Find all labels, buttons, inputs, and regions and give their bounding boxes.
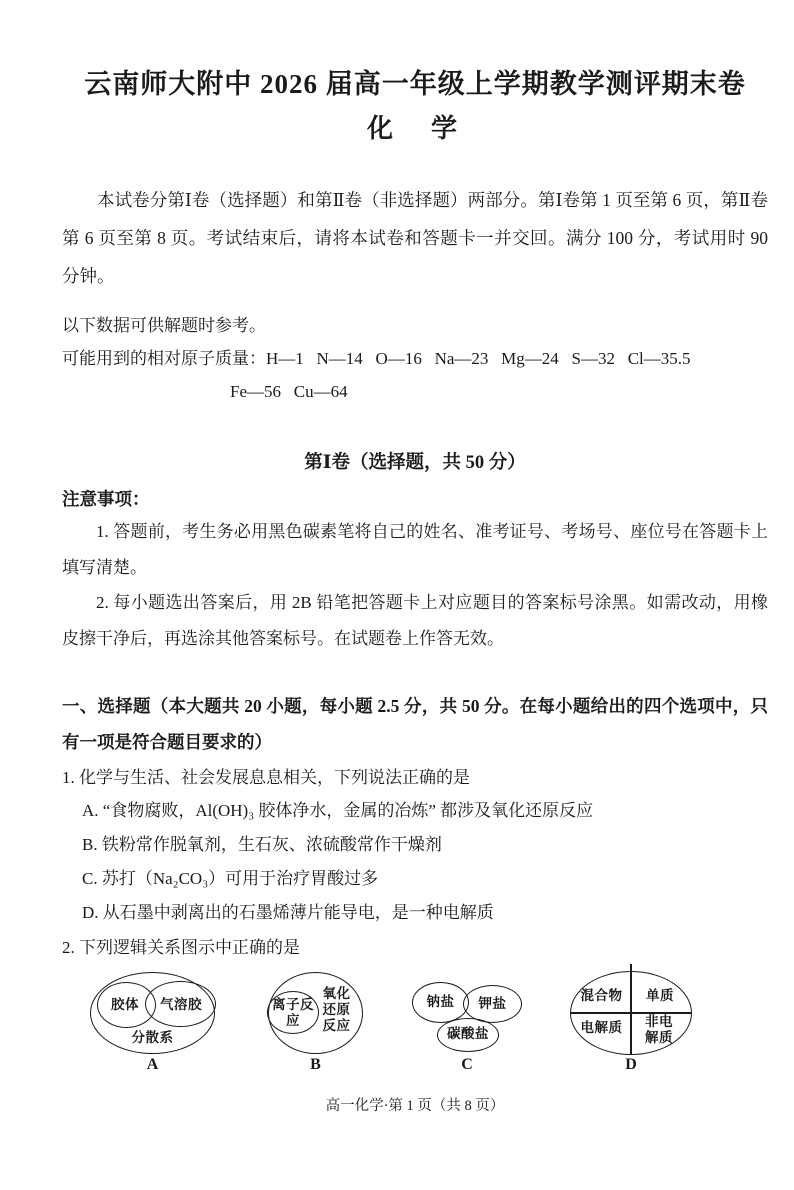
quadrant-d-label-nonelectrolyte: 非电解质	[645, 1014, 673, 1045]
venn-a-right-label: 气溶胶	[160, 997, 202, 1012]
venn-b-outer-label: 氧化还原反应	[322, 986, 351, 1033]
venn-c-left-label: 钠盐	[426, 994, 455, 1009]
atomic-mass-line2: Fe—56 Cu—64	[230, 382, 348, 401]
question-2-number: 2.	[62, 938, 75, 957]
exam-subject: 化 学	[366, 114, 463, 143]
exam-paper-page	[0, 68, 794, 1190]
notice-item-2: 2. 每小题选出答案后，用 2B 铅笔把答题卡上对应题目的答案标号涂黑。如需改动，用橡皮擦干净后，再选涂其他答案标号。在试题卷上作答无效。	[62, 593, 768, 648]
multiple-choice-heading: 一、选择题（本大题共 20 小题，每小题 2.5 分，共 50 分。在每小题给出的四个选项中，只有一项是符合题目要求的）	[62, 696, 768, 752]
question-1-stem	[62, 761, 768, 794]
question-1-option-d: D. 从石墨中剥离出的石墨烯薄片能导电，是一种电解质	[82, 903, 494, 922]
atomic-mass-values: H—1 N—14 O—16 Na—23 Mg—24 S—32 Cl—35.5	[266, 349, 691, 368]
question-1-option-c: C. 苏打（Na₂CO₃）可用于治疗胃酸过多	[82, 869, 379, 888]
venn-a-left-label: 胶体	[111, 997, 139, 1012]
quadrant-d-vertical-line	[630, 964, 632, 1055]
section1-heading: 第Ⅰ卷（选择题，共 50 分）	[304, 453, 526, 473]
atomic-mass-line1	[62, 342, 768, 375]
diagram-c-letter: C	[461, 1056, 473, 1073]
question-1-number: 1.	[62, 768, 75, 787]
venn-c-right-label: 钾盐	[478, 996, 507, 1011]
question-2-diagrams	[0, 964, 794, 1092]
question-2-text: 下列逻辑关系图示中正确的是	[79, 938, 300, 957]
question-2-stem	[62, 931, 768, 964]
exam-intro-paragraph: 本试卷分第Ⅰ卷（选择题）和第Ⅱ卷（非选择题）两部分。第Ⅰ卷第 1 页至第 6 页，第Ⅱ卷第 6 页至第 8 页。考试结束后，请将本试卷和答题卡一并交回。满分 100 分，考试用时 90 分钟。	[62, 190, 768, 286]
notice-title: 注意事项：	[62, 489, 150, 509]
question-1-option-b: B. 铁粉常作脱氧剂，生石灰、浓硫酸常作干燥剂	[82, 835, 442, 854]
diagram-a-letter: A	[146, 1056, 159, 1073]
quadrant-d-label-element: 单质	[646, 988, 674, 1003]
notice-item-1: 1. 答题前，考生务必用黑色碳素笔将自己的姓名、准考证号、考场号、座位号在答题卡上填写清楚。	[62, 522, 768, 577]
atomic-mass-label: 可能用到的相对原子质量：	[62, 349, 266, 368]
venn-c-bottom-label: 碳酸盐	[447, 1026, 489, 1041]
exam-title: 云南师大附中 2026 届高一年级上学期教学测评期末卷	[84, 69, 746, 99]
page-footer: 高一化学·第 1 页（共 8 页）	[325, 1098, 505, 1114]
venn-a-outer-label: 分散系	[131, 1030, 174, 1045]
venn-b-inner-label: 离子反应	[272, 997, 314, 1028]
question-1-text: 化学与生活、社会发展息息相关，下列说法正确的是	[79, 768, 470, 787]
question-1-option-a: A. “食物腐败，Al(OH)₃ 胶体净水，金属的冶炼” 都涉及氧化还原反应	[82, 801, 594, 820]
diagram-b-letter: B	[310, 1056, 321, 1073]
reference-note: 以下数据可供解题时参考。	[62, 316, 266, 335]
quadrant-d-label-mixture: 混合物	[580, 988, 623, 1003]
diagram-d-letter: D	[625, 1056, 637, 1073]
quadrant-d-label-electrolyte: 电解质	[580, 1020, 623, 1035]
